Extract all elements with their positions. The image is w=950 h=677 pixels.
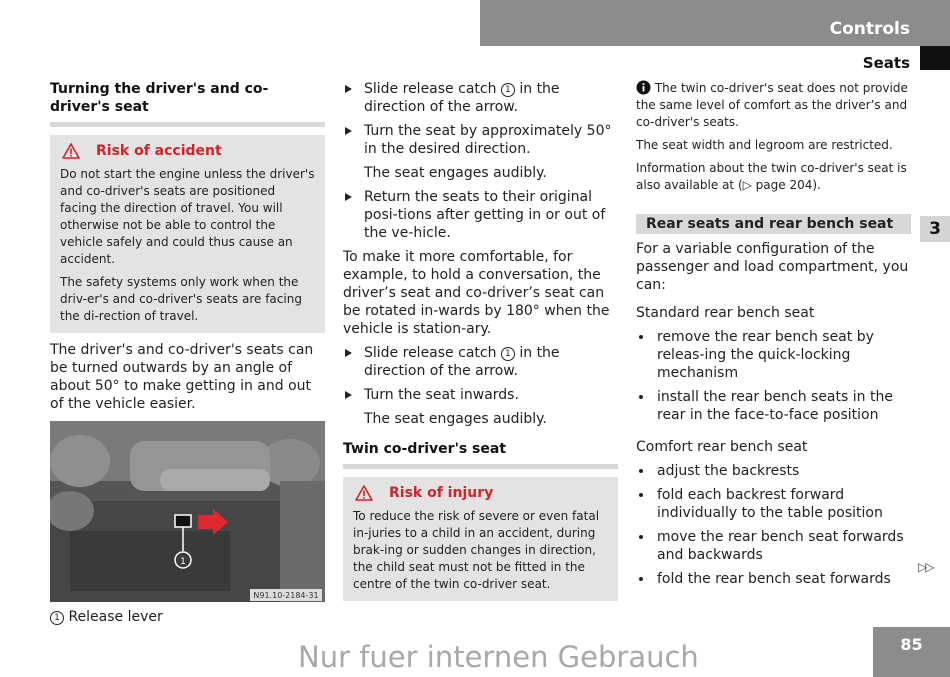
warning-text: The safety systems only work when the driv-er's and co-driver's seats are facing the di-rection of travel.	[60, 275, 302, 323]
callout-number: 1	[501, 83, 515, 97]
body-text: To make it more comfortable, for example, to hold a conversation, the driver’s seat and co-driver’s seat can be rotated in-wards by 180° when the vehicle is station-ary.	[343, 249, 610, 337]
step-text: in the direction of the arrow.	[364, 81, 560, 115]
instruction-step	[343, 344, 618, 380]
list-item: fold each backrest forward individually to the table position	[636, 486, 911, 522]
warning-triangle-icon	[62, 143, 80, 159]
info-text-body: The twin co-driver's seat does not provide the same level of comfort as the driver’s and co-driver's seats.	[636, 81, 908, 129]
section-title: Controls	[829, 19, 910, 39]
warning-box	[50, 135, 325, 333]
step-text: Slide release catch	[364, 81, 501, 97]
instruction-step	[343, 188, 618, 242]
group-title: Standard rear bench seat	[636, 305, 815, 321]
section-heading: Rear seats and rear bench seat	[636, 214, 911, 234]
continued-marker: ▷▷	[918, 560, 933, 574]
instruction-step	[343, 80, 618, 116]
step-arrow-icon	[345, 193, 352, 201]
instruction-step	[343, 386, 618, 404]
instruction-step	[343, 122, 618, 158]
info-text	[636, 80, 911, 131]
step-arrow-icon	[345, 349, 352, 357]
callout-number: 1	[180, 557, 186, 567]
step-text: in the direction of the arrow.	[364, 345, 560, 379]
image-caption	[50, 608, 325, 626]
warning-header	[62, 143, 315, 159]
warning-title: Risk of injury	[389, 485, 494, 501]
caption-text: Release lever	[68, 609, 163, 625]
callout-number: 1	[50, 611, 64, 625]
image-code: N91.10-2184-31	[253, 591, 319, 600]
section-heading: Twin co-driver's seat	[343, 440, 618, 469]
section-marker	[920, 46, 950, 70]
list-item: fold the rear bench seat forwards	[636, 570, 911, 588]
step-result: The seat engages audibly.	[364, 411, 547, 427]
body-text: For a variable configuration of the passenger and load compartment, you can:	[636, 241, 909, 293]
warning-text: To reduce the risk of severe or even fatal in-juries to a child in an accident, during brak-ing or sudden changes in direction, the child seat must not be fitted in the centre of the twin co-driver seat.	[353, 509, 600, 591]
info-text: Information about the twin co-driver's seat is also available at (▷ page 204).	[636, 161, 907, 192]
seat-release-lever-photo	[50, 421, 325, 602]
step-arrow-icon	[345, 391, 352, 399]
warning-title: Risk of accident	[96, 143, 222, 159]
chapter-tab: 3	[920, 216, 950, 242]
info-text: The seat width and legroom are restricted.	[636, 138, 893, 152]
list-item: remove the rear bench seat by releas-ing the quick-locking mechanism	[636, 328, 911, 382]
list-item: install the rear bench seats in the rear in the face-to-face position	[636, 388, 911, 424]
warning-box	[343, 477, 618, 601]
watermark: Nur fuer internen Gebrauch	[298, 640, 699, 674]
group-title: Comfort rear bench seat	[636, 439, 808, 455]
step-text: Turn the seat by approximately 50° in the desired direction.	[364, 123, 612, 157]
column-left	[50, 80, 325, 626]
step-arrow-icon	[345, 127, 352, 135]
warning-header	[355, 485, 608, 501]
info-note	[636, 80, 911, 194]
body-text: The driver's and co-driver's seats can be turned outwards by an angle of about 50° to make getting in and out of the vehicle easier.	[50, 342, 314, 412]
warning-text: Do not start the engine unless the driver's and co-driver's seats are positioned facing the direction of travel. You will otherwise not be able to control the vehicle safely and could thus cause an accident.	[60, 167, 315, 266]
list-item: adjust the backrests	[636, 462, 911, 480]
subsection-title: Seats	[862, 54, 910, 72]
section-heading: Turning the driver's and co-driver's seat	[50, 80, 325, 127]
page-number: 85	[873, 627, 950, 677]
step-arrow-icon	[345, 85, 352, 93]
list-item: move the rear bench seat forwards and backwards	[636, 528, 911, 564]
step-text: Return the seats to their original posi-tions after getting in or out of the ve-hicle.	[364, 189, 606, 241]
info-icon	[636, 80, 651, 95]
step-result: The seat engages audibly.	[364, 165, 547, 181]
step-text: Turn the seat inwards.	[364, 387, 519, 403]
callout-number: 1	[501, 347, 515, 361]
warning-triangle-icon	[355, 485, 373, 501]
step-text: Slide release catch	[364, 345, 501, 361]
column-right	[636, 80, 911, 594]
column-middle	[343, 80, 618, 609]
